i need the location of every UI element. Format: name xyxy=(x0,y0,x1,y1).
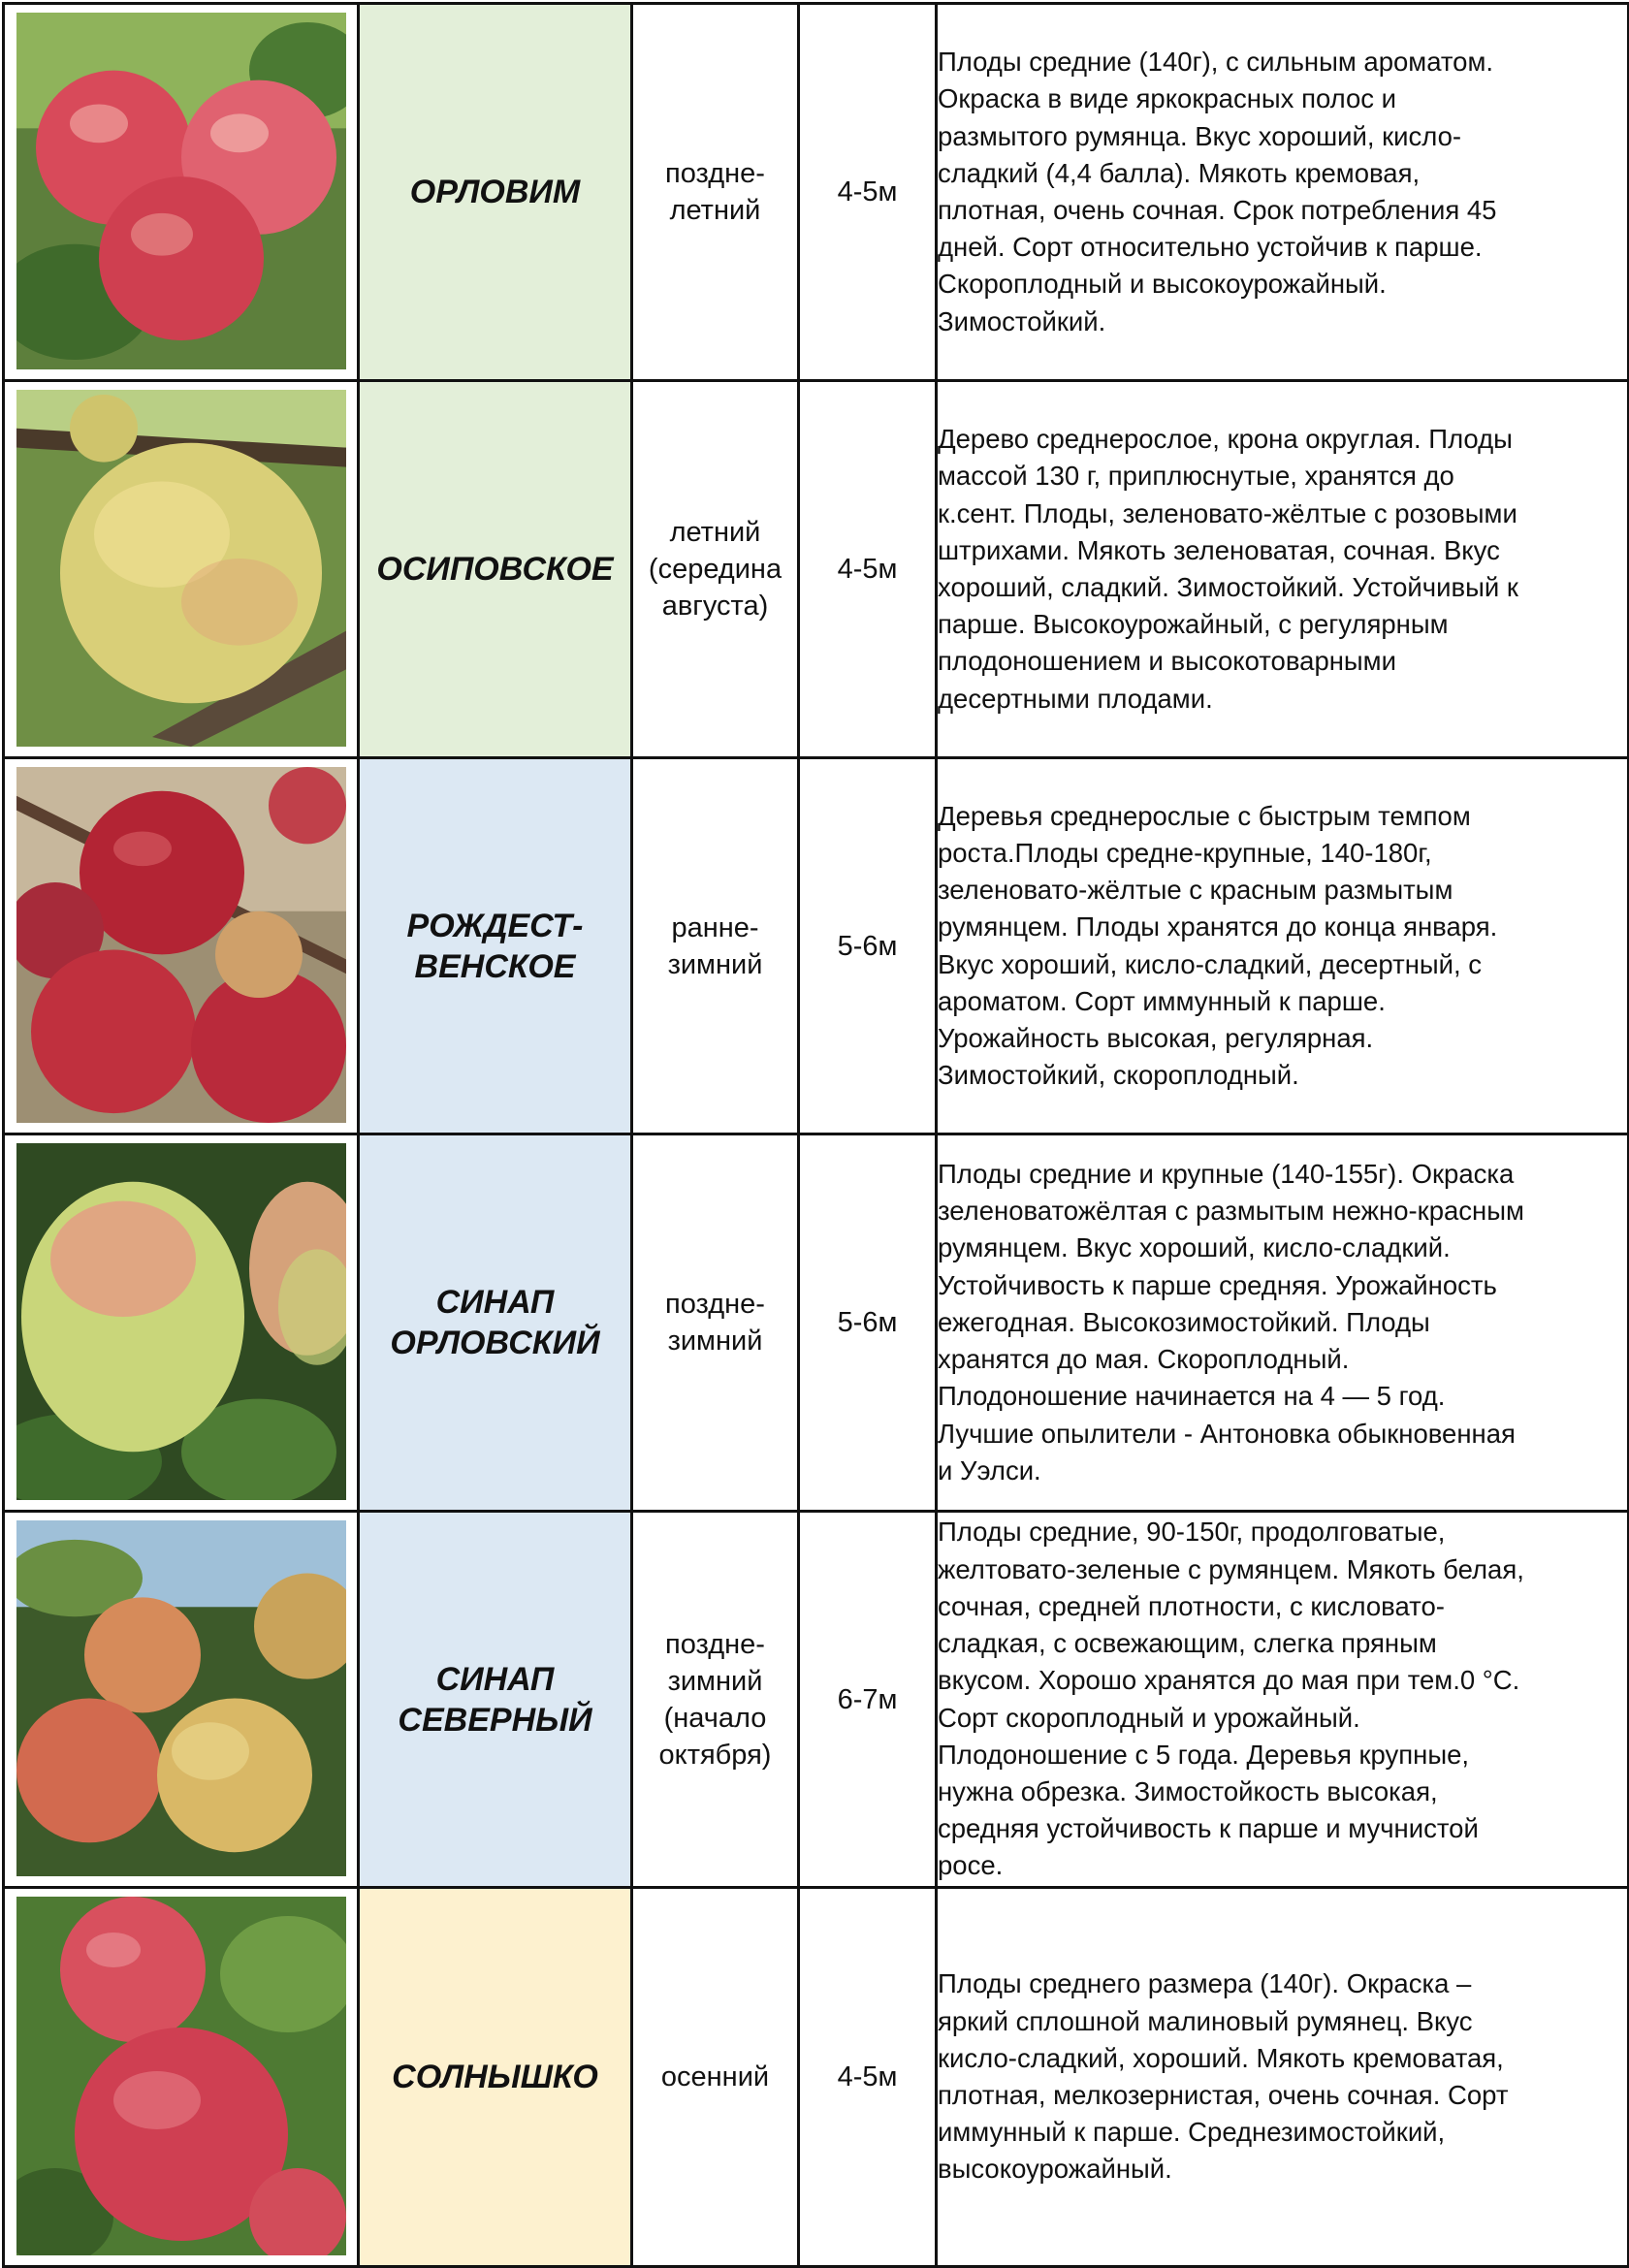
variety-row-orlovim xyxy=(4,4,1629,381)
variety-row-rozhdestvenskoe xyxy=(4,758,1629,1134)
ripening-period: поздне- зимний (начало октября) xyxy=(632,1512,799,1888)
variety-photo-cell xyxy=(4,1888,359,2267)
apple-photo-icon xyxy=(16,1143,346,1500)
apple-photo-icon xyxy=(16,390,346,747)
apple-photo-icon xyxy=(16,13,346,369)
variety-description: Плоды средние (140г), с сильным ароматом. Окраска в виде яркокрасных полос и размытого румянца. Вкус хороший, кисло- сладкий (4,4 балла). Мякоть кремовая, плотная, очень сочная. Срок потребления 45 дней. Сорт относительно устойчив к парше. Скороплодный и высокоурожайный. Зимостойкий. xyxy=(937,4,1629,381)
apple-photo-icon xyxy=(16,767,346,1123)
ripening-period: летний (середина августа) xyxy=(632,381,799,758)
variety-row-solnyshko xyxy=(4,1888,1629,2267)
variety-name: РОЖДЕСТ- ВЕНСКОЕ xyxy=(359,758,632,1134)
variety-row-sinap-orlovsky xyxy=(4,1134,1629,1512)
variety-row-sinap-severny xyxy=(4,1512,1629,1888)
tree-height: 4-5м xyxy=(799,1888,937,2267)
variety-description: Дерево среднерослое, крона округлая. Плоды массой 130 г, приплюснутые, хранятся до к.сент. Плоды, зеленовато-жёлтые с розовыми штрихами. Мякоть зеленоватая, сочная. Вкус хороший, сладкий. Зимостойкий. Устойчивый к парше. Высокоурожайный, с регулярным плодоношением и высокотоварными десертными плодами. xyxy=(937,381,1629,758)
variety-description: Плоды средние, 90-150г, продолговатые, желтовато-зеленые с румянцем. Мякоть белая, сочная, средней плотности, с кисловато- сладкая, с освежающим, слегка пряным вкусом. Хорошо хранятся до мая при тем.0 °С. Сорт скороплодный и урожайный. Плодоношение с 5 года. Деревья крупные, нужна обрезка. Зимостойкость высокая, средняя устойчивость к парше и мучнистой росе. xyxy=(937,1512,1629,1888)
apple-photo-icon xyxy=(16,1897,346,2255)
tree-height: 5-6м xyxy=(799,1134,937,1512)
variety-photo-cell xyxy=(4,4,359,381)
variety-photo-cell xyxy=(4,381,359,758)
variety-name: СИНАП ОРЛОВСКИЙ xyxy=(359,1134,632,1512)
tree-height: 4-5м xyxy=(799,4,937,381)
ripening-period: поздне- зимний xyxy=(632,1134,799,1512)
ripening-period: поздне- летний xyxy=(632,4,799,381)
variety-name: СОЛНЫШКО xyxy=(359,1888,632,2267)
variety-row-osipovskoe xyxy=(4,381,1629,758)
variety-photo-cell xyxy=(4,758,359,1134)
tree-height: 4-5м xyxy=(799,381,937,758)
ripening-period: осенний xyxy=(632,1888,799,2267)
variety-photo-cell xyxy=(4,1512,359,1888)
variety-photo-cell xyxy=(4,1134,359,1512)
apple-photo-icon xyxy=(16,1520,346,1876)
variety-description: Деревья среднерослые с быстрым темпом роста.Плоды средне-крупные, 140-180г, зеленовато-жёлтые с красным размытым румянцем. Плоды хранятся до конца января. Вкус хороший, кисло-сладкий, десертный, с ароматом. Сорт иммунный к парше. Урожайность высокая, регулярная. Зимостойкий, скороплодный. xyxy=(937,758,1629,1134)
tree-height: 6-7м xyxy=(799,1512,937,1888)
variety-description: Плоды среднего размера (140г). Окраска – яркий сплошной малиновый румянец. Вкус кисло-сладкий, хороший. Мякоть кремоватая, плотная, мелкозернистая, очень сочная. Сорт иммунный к парше. Среднезимостойкий, высокоурожайный. xyxy=(937,1888,1629,2267)
variety-name: ОСИПОВСКОЕ xyxy=(359,381,632,758)
variety-description: Плоды средние и крупные (140-155г). Окраска зеленоватожёлтая с размытым нежно-красным румянцем. Вкус хороший, кисло-сладкий. Устойчивость к парше средняя. Урожайность ежегодная. Высокозимостойкий. Плоды хранятся до мая. Скороплодный. Плодоношение начинается на 4 — 5 год. Лучшие опылители - Антоновка обыкновенная и Уэлси. xyxy=(937,1134,1629,1512)
ripening-period: ранне- зимний xyxy=(632,758,799,1134)
variety-name: ОРЛОВИМ xyxy=(359,4,632,381)
variety-name: СИНАП СЕВЕРНЫЙ xyxy=(359,1512,632,1888)
tree-height: 5-6м xyxy=(799,758,937,1134)
apple-varieties-table xyxy=(2,2,1629,2268)
